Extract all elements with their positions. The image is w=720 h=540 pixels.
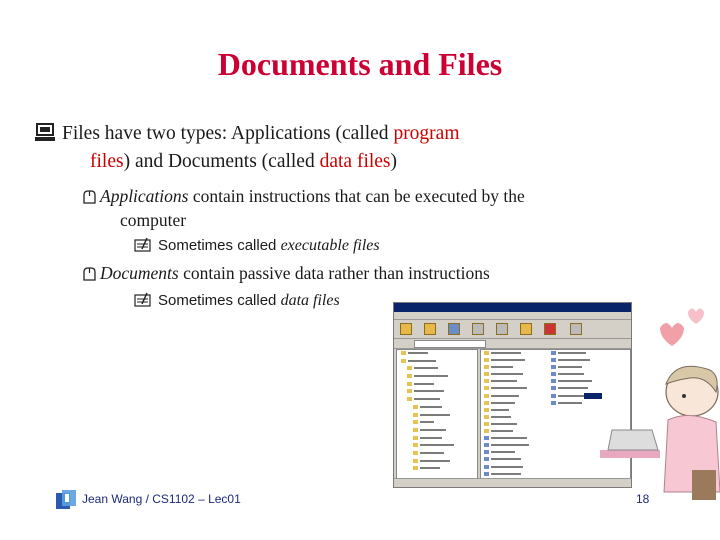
university-logo-icon — [55, 489, 77, 511]
documents-term: Documents — [100, 263, 179, 283]
data-files-note-term: data files — [280, 292, 340, 309]
page-number: 18 — [636, 492, 650, 506]
note-data — [158, 291, 340, 311]
explorer-screenshot — [393, 302, 632, 488]
note2-prefix: Sometimes called — [158, 292, 281, 309]
explorer-addressbar — [394, 339, 631, 349]
program-term: program — [393, 123, 460, 144]
files-term: files — [90, 151, 124, 172]
explorer-statusbar — [394, 478, 631, 487]
documents-text: contain passive data rather than instructions — [178, 263, 490, 283]
applications-term: Applications — [100, 186, 189, 206]
sub-bullet-applications — [100, 184, 660, 232]
computer-icon — [34, 121, 56, 143]
sub-bullet-documents — [100, 261, 660, 285]
note-executable — [158, 236, 380, 256]
notepad-icon — [134, 292, 152, 314]
applications-text: contain instructions that can be executed by the — [188, 186, 525, 206]
mouse-icon — [82, 187, 98, 211]
explorer-titlebar — [394, 303, 631, 312]
data-files-term: data files — [319, 151, 391, 172]
applications-text-2: computer — [120, 210, 187, 230]
toolbar-icon — [424, 323, 436, 335]
toolbar-icon — [496, 323, 508, 335]
cartoon-person-at-computer — [600, 300, 720, 510]
toolbar-icon — [400, 323, 412, 335]
bullet1-lead: Files have two types: Applications (called — [62, 123, 394, 144]
explorer-menubar — [394, 312, 631, 320]
mouse-icon — [82, 264, 98, 288]
explorer-toolbar — [394, 320, 631, 339]
bullet1-end: ) — [390, 151, 398, 172]
toolbar-icon — [448, 323, 460, 335]
toolbar-icon — [544, 323, 556, 335]
slide-title: Documents and Files — [217, 46, 503, 82]
bullet-file-types — [62, 120, 622, 176]
explorer-folder-tree — [396, 349, 478, 479]
executable-files-term: executable files — [280, 237, 380, 254]
toolbar-icon — [520, 323, 532, 335]
toolbar-icon — [570, 323, 582, 335]
footer-author: Jean Wang / CS1102 – Lec01 — [82, 492, 241, 506]
toolbar-icon — [472, 323, 484, 335]
notepad-icon — [134, 237, 152, 259]
note1-prefix: Sometimes called — [158, 237, 281, 254]
bullet1-mid: ) and Documents (called — [123, 151, 320, 172]
